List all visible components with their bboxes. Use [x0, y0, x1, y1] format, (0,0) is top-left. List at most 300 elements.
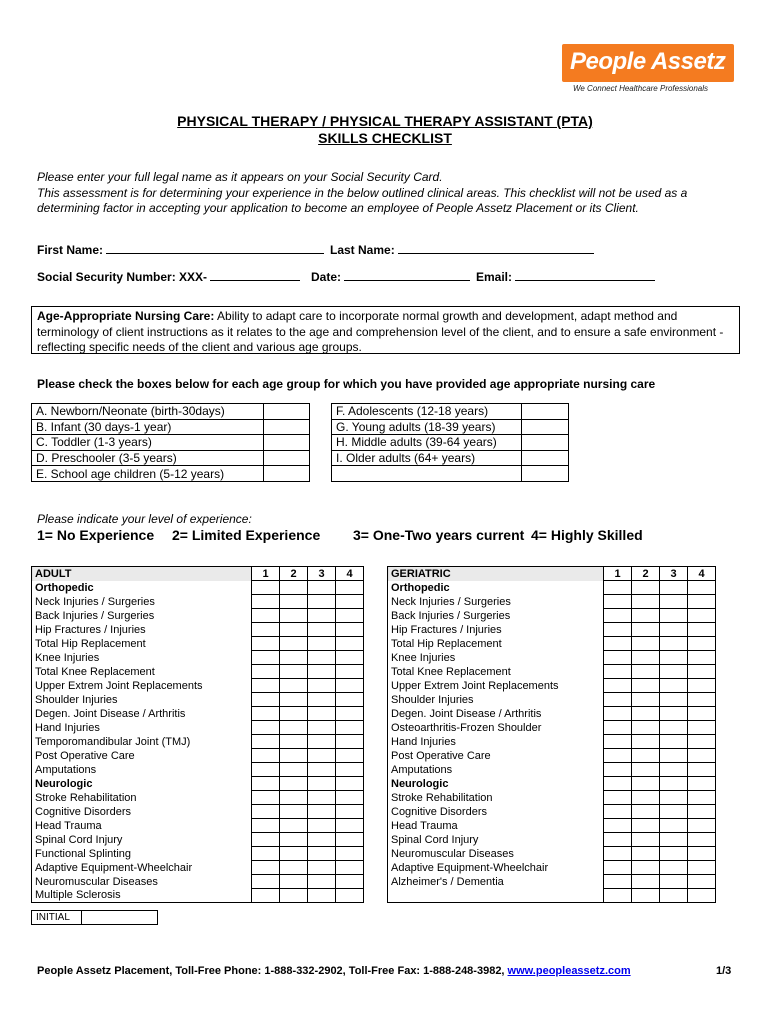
age-group-row [32, 435, 310, 451]
rating-cell-3[interactable] [308, 651, 336, 665]
rating-cell-3[interactable] [308, 875, 336, 889]
rating-cell-4[interactable] [688, 791, 716, 805]
rating-cell-4[interactable] [688, 875, 716, 889]
rating-cell-1[interactable] [604, 805, 632, 819]
page-number: 1/3 [716, 965, 732, 977]
skill-label: Cognitive Disorders [388, 805, 604, 819]
rating-cell-4[interactable] [336, 665, 364, 679]
rating-cell-4[interactable] [336, 707, 364, 721]
age-group-checkbox-left-4[interactable] [264, 466, 310, 482]
ssn-label: Social Security Number: XXX- [37, 270, 208, 284]
rating-cell-3[interactable] [660, 847, 688, 861]
rating-cell-4[interactable] [688, 679, 716, 693]
skill-label: Temporomandibular Joint (TMJ) [32, 735, 252, 749]
rating-cell-2[interactable] [280, 595, 308, 609]
date-line[interactable] [344, 269, 470, 281]
rating-cell-4[interactable] [688, 721, 716, 735]
skill-label: Stroke Rehabilitation [388, 791, 604, 805]
rating-cell-1[interactable] [252, 581, 280, 595]
skill-row [388, 791, 716, 805]
rating-cell-2[interactable] [632, 693, 660, 707]
adult-header-row [32, 567, 364, 581]
rating-cell-2[interactable] [632, 861, 660, 875]
rating-cell-4[interactable] [336, 791, 364, 805]
rating-cell-1[interactable] [604, 665, 632, 679]
rating-cell-2[interactable] [632, 623, 660, 637]
skill-label: Post Operative Care [32, 749, 252, 763]
rating-cell-3[interactable] [660, 707, 688, 721]
rating-cell-1[interactable] [252, 623, 280, 637]
rating-cell-2[interactable] [280, 721, 308, 735]
rating-cell-1[interactable] [252, 693, 280, 707]
rating-cell-4[interactable] [688, 651, 716, 665]
rating-cell-2[interactable] [632, 889, 660, 903]
rating-cell-2[interactable] [632, 749, 660, 763]
rating-cell-2[interactable] [280, 735, 308, 749]
rating-cell-4[interactable] [336, 819, 364, 833]
skill-row [388, 833, 716, 847]
rating-cell-2[interactable] [632, 735, 660, 749]
rating-cell-2[interactable] [632, 609, 660, 623]
rating-cell-3[interactable] [308, 749, 336, 763]
rating-cell-4[interactable] [688, 805, 716, 819]
age-care-text: Ability to adapt care to incorporate normal growth and development, adapt method and terminology of client instructions as it relates to the age and comprehension level of the client, and to ensure a safe environment - reflecting specific needs of the client and various age groups. [37, 309, 724, 354]
skill-row [32, 693, 364, 707]
rating-cell-2[interactable] [280, 805, 308, 819]
skill-row [32, 721, 364, 735]
rating-cell-2[interactable] [632, 707, 660, 721]
rating-cell-1[interactable] [604, 623, 632, 637]
rating-cell-1[interactable] [604, 763, 632, 777]
rating-cell-4[interactable] [688, 749, 716, 763]
rating-cell-1[interactable] [604, 875, 632, 889]
rating-cell-2[interactable] [632, 763, 660, 777]
rating-cell-2[interactable] [632, 665, 660, 679]
rating-cell-2[interactable] [632, 833, 660, 847]
skill-row [388, 679, 716, 693]
first-name-field[interactable] [37, 242, 324, 257]
rating-cell-3[interactable] [660, 749, 688, 763]
rating-cell-1[interactable] [604, 791, 632, 805]
rating-cell-4[interactable] [336, 777, 364, 791]
rating-cell-4[interactable] [336, 847, 364, 861]
intro-line-2: This assessment is for determining your experience in the below outlined clinical areas. This checklist will not be used as a determining factor in accepting your application to become an employee of People Assetz Placement or its Client. [37, 185, 688, 215]
rating-cell-3[interactable] [308, 679, 336, 693]
rating-cell-3[interactable] [660, 693, 688, 707]
rating-cell-2[interactable] [280, 623, 308, 637]
skill-label: Knee Injuries [388, 651, 604, 665]
level-column-header: 2 [280, 567, 308, 581]
skill-row [32, 637, 364, 651]
rating-cell-2[interactable] [280, 749, 308, 763]
rating-cell-2[interactable] [280, 665, 308, 679]
rating-cell-4[interactable] [688, 609, 716, 623]
skill-row [388, 861, 716, 875]
rating-cell-4[interactable] [336, 749, 364, 763]
rating-cell-1[interactable] [604, 707, 632, 721]
skill-row [32, 749, 364, 763]
rating-cell-2[interactable] [280, 875, 308, 889]
age-group-label: H. Middle adults (39-64 years) [332, 435, 522, 451]
rating-cell-2[interactable] [632, 819, 660, 833]
rating-cell-4[interactable] [336, 637, 364, 651]
rating-cell-3[interactable] [308, 721, 336, 735]
rating-cell-3[interactable] [660, 623, 688, 637]
age-group-row [332, 404, 569, 420]
rating-cell-2[interactable] [280, 763, 308, 777]
rating-cell-4[interactable] [688, 693, 716, 707]
email-line[interactable] [515, 269, 655, 281]
rating-cell-1[interactable] [252, 833, 280, 847]
rating-cell-4[interactable] [688, 735, 716, 749]
rating-cell-4[interactable] [688, 777, 716, 791]
age-group-table-left [31, 403, 310, 482]
rating-cell-3[interactable] [660, 595, 688, 609]
rating-cell-1[interactable] [252, 847, 280, 861]
intro-line-1: Please enter your full legal name as it appears on your Social Security Card. [37, 170, 443, 184]
rating-cell-3[interactable] [308, 735, 336, 749]
rating-cell-4[interactable] [688, 595, 716, 609]
rating-cell-3[interactable] [660, 889, 688, 903]
skill-category: Orthopedic [388, 581, 604, 595]
level-column-header: 4 [688, 567, 716, 581]
initial-input[interactable] [82, 911, 158, 925]
rating-cell-1[interactable] [252, 595, 280, 609]
rating-cell-1[interactable] [604, 595, 632, 609]
rating-cell-2[interactable] [632, 679, 660, 693]
first-name-label: First Name: [37, 243, 104, 257]
geriatric-skills-table [387, 566, 716, 903]
rating-cell-3[interactable] [308, 595, 336, 609]
skill-row [32, 595, 364, 609]
rating-cell-1[interactable] [252, 651, 280, 665]
rating-cell-2[interactable] [632, 721, 660, 735]
skill-row [388, 763, 716, 777]
rating-cell-1[interactable] [604, 819, 632, 833]
rating-cell-3[interactable] [660, 875, 688, 889]
adult-skills-table [31, 566, 364, 903]
skill-row [388, 651, 716, 665]
rating-cell-3[interactable] [308, 861, 336, 875]
age-group-checkbox-right-1[interactable] [522, 419, 569, 435]
rating-cell-2[interactable] [280, 833, 308, 847]
skill-row [388, 721, 716, 735]
rating-cell-1[interactable] [252, 791, 280, 805]
rating-cell-3[interactable] [308, 623, 336, 637]
rating-cell-3[interactable] [660, 791, 688, 805]
rating-cell-1[interactable] [252, 889, 280, 903]
rating-cell-4[interactable] [336, 721, 364, 735]
rating-cell-3[interactable] [308, 707, 336, 721]
age-group-checkbox-left-1[interactable] [264, 419, 310, 435]
rating-cell-1[interactable] [604, 777, 632, 791]
skill-row [32, 889, 364, 903]
email-field[interactable] [476, 269, 655, 284]
rating-cell-2[interactable] [280, 889, 308, 903]
skill-label: Post Operative Care [388, 749, 604, 763]
page-title: PHYSICAL THERAPY / PHYSICAL THERAPY ASSISTANT (PTA) [177, 113, 593, 129]
rating-cell-3[interactable] [308, 847, 336, 861]
skill-row [388, 777, 716, 791]
rating-cell-2[interactable] [280, 819, 308, 833]
skill-row [32, 833, 364, 847]
rating-cell-1[interactable] [604, 749, 632, 763]
rating-cell-2[interactable] [632, 777, 660, 791]
ssn-field[interactable] [37, 269, 300, 284]
rating-cell-3[interactable] [308, 819, 336, 833]
rating-cell-1[interactable] [604, 861, 632, 875]
rating-cell-2[interactable] [280, 679, 308, 693]
rating-cell-2[interactable] [280, 791, 308, 805]
level-3-legend: 3= One-Two years current [353, 527, 525, 543]
rating-cell-1[interactable] [252, 777, 280, 791]
rating-cell-3[interactable] [660, 637, 688, 651]
rating-cell-1[interactable] [252, 707, 280, 721]
skill-row [32, 665, 364, 679]
rating-cell-4[interactable] [688, 665, 716, 679]
rating-cell-2[interactable] [280, 637, 308, 651]
rating-cell-1[interactable] [604, 679, 632, 693]
skill-label: Adaptive Equipment-Wheelchair [388, 861, 604, 875]
skill-category: Neurologic [32, 777, 252, 791]
skill-row [388, 749, 716, 763]
rating-cell-3[interactable] [660, 679, 688, 693]
rating-cell-4[interactable] [336, 735, 364, 749]
rating-cell-4[interactable] [688, 623, 716, 637]
age-group-checkbox-left-3[interactable] [264, 450, 310, 466]
rating-cell-4[interactable] [336, 875, 364, 889]
rating-cell-2[interactable] [280, 707, 308, 721]
date-field[interactable] [311, 269, 470, 284]
rating-cell-4[interactable] [688, 889, 716, 903]
rating-cell-4[interactable] [336, 595, 364, 609]
rating-cell-3[interactable] [308, 693, 336, 707]
website-link[interactable]: www.peopleassetz.com [507, 965, 631, 977]
rating-cell-4[interactable] [688, 819, 716, 833]
age-group-row [332, 435, 569, 451]
first-name-line[interactable] [106, 242, 324, 254]
experience-intro: Please indicate your level of experience: [37, 512, 252, 526]
age-group-label: C. Toddler (1-3 years) [32, 435, 264, 451]
rating-cell-3[interactable] [308, 777, 336, 791]
rating-cell-1[interactable] [604, 637, 632, 651]
skill-row [32, 805, 364, 819]
rating-cell-3[interactable] [660, 721, 688, 735]
rating-cell-3[interactable] [308, 889, 336, 903]
skill-row [32, 651, 364, 665]
rating-cell-1[interactable] [604, 721, 632, 735]
footer [37, 965, 631, 977]
age-group-table-right [331, 403, 569, 482]
rating-cell-1[interactable] [604, 833, 632, 847]
rating-cell-3[interactable] [308, 665, 336, 679]
age-group-row [332, 466, 569, 482]
skill-label: Upper Extrem Joint Replacements [32, 679, 252, 693]
last-name-field[interactable] [330, 242, 594, 257]
skill-label: Total Hip Replacement [32, 637, 252, 651]
rating-cell-3[interactable] [308, 609, 336, 623]
rating-cell-3[interactable] [660, 763, 688, 777]
skill-row [32, 861, 364, 875]
rating-cell-4[interactable] [336, 889, 364, 903]
age-group-label: E. School age children (5-12 years) [32, 466, 264, 482]
skill-label: Multiple Sclerosis [32, 889, 252, 903]
ssn-line[interactable] [210, 269, 300, 281]
skill-label: Neuromuscular Diseases [32, 875, 252, 889]
skill-label: Total Knee Replacement [388, 665, 604, 679]
rating-cell-4[interactable] [336, 581, 364, 595]
skill-row [32, 735, 364, 749]
rating-cell-2[interactable] [280, 693, 308, 707]
rating-cell-3[interactable] [660, 651, 688, 665]
rating-cell-2[interactable] [632, 847, 660, 861]
rating-cell-3[interactable] [308, 637, 336, 651]
rating-cell-2[interactable] [632, 875, 660, 889]
skill-label: Cognitive Disorders [32, 805, 252, 819]
rating-cell-4[interactable] [688, 833, 716, 847]
skill-row [388, 875, 716, 889]
age-group-row [32, 404, 310, 420]
skill-row [32, 707, 364, 721]
skill-row [388, 707, 716, 721]
rating-cell-3[interactable] [308, 833, 336, 847]
rating-cell-3[interactable] [660, 861, 688, 875]
rating-cell-4[interactable] [336, 763, 364, 777]
level-column-header: 3 [660, 567, 688, 581]
skill-label: Knee Injuries [32, 651, 252, 665]
rating-cell-1[interactable] [252, 609, 280, 623]
age-care-label: Age-Appropriate Nursing Care: [37, 309, 215, 323]
rating-cell-2[interactable] [280, 861, 308, 875]
rating-cell-1[interactable] [604, 889, 632, 903]
rating-cell-4[interactable] [336, 679, 364, 693]
skill-label: Total Hip Replacement [388, 637, 604, 651]
rating-cell-2[interactable] [632, 805, 660, 819]
rating-cell-4[interactable] [688, 861, 716, 875]
rating-cell-1[interactable] [252, 763, 280, 777]
rating-cell-1[interactable] [252, 735, 280, 749]
age-care-box [31, 306, 740, 354]
last-name-line[interactable] [398, 242, 594, 254]
rating-cell-1[interactable] [252, 805, 280, 819]
rating-cell-1[interactable] [604, 735, 632, 749]
skill-row [388, 819, 716, 833]
skill-label: Head Trauma [32, 819, 252, 833]
age-group-row [332, 419, 569, 435]
age-group-instruction: Please check the boxes below for each age group for which you have provided age appropriate nursing care [37, 377, 656, 391]
rating-cell-1[interactable] [252, 721, 280, 735]
rating-cell-3[interactable] [660, 609, 688, 623]
skill-row [388, 693, 716, 707]
rating-cell-3[interactable] [660, 805, 688, 819]
rating-cell-2[interactable] [280, 651, 308, 665]
rating-cell-2[interactable] [280, 609, 308, 623]
rating-cell-3[interactable] [660, 819, 688, 833]
rating-cell-2[interactable] [280, 777, 308, 791]
rating-cell-3[interactable] [660, 833, 688, 847]
rating-cell-1[interactable] [604, 581, 632, 595]
level-column-header: 1 [252, 567, 280, 581]
rating-cell-2[interactable] [280, 581, 308, 595]
rating-cell-4[interactable] [688, 581, 716, 595]
rating-cell-1[interactable] [252, 679, 280, 693]
rating-cell-2[interactable] [280, 847, 308, 861]
rating-cell-3[interactable] [308, 581, 336, 595]
rating-cell-3[interactable] [660, 777, 688, 791]
rating-cell-1[interactable] [252, 875, 280, 889]
skill-label: Spinal Cord Injury [32, 833, 252, 847]
rating-cell-4[interactable] [336, 833, 364, 847]
age-group-checkbox-right-3[interactable] [522, 450, 569, 466]
rating-cell-1[interactable] [252, 861, 280, 875]
rating-cell-2[interactable] [632, 651, 660, 665]
rating-cell-1[interactable] [252, 819, 280, 833]
rating-cell-2[interactable] [632, 637, 660, 651]
skill-label: Hip Fractures / Injuries [388, 623, 604, 637]
rating-cell-1[interactable] [604, 693, 632, 707]
rating-cell-4[interactable] [336, 609, 364, 623]
rating-cell-1[interactable] [252, 637, 280, 651]
rating-cell-1[interactable] [604, 651, 632, 665]
initial-label: INITIAL [32, 911, 82, 925]
skill-row [32, 847, 364, 861]
skill-label: Shoulder Injuries [388, 693, 604, 707]
geriatric-header: GERIATRIC [388, 567, 604, 581]
skill-row [388, 847, 716, 861]
rating-cell-1[interactable] [604, 847, 632, 861]
rating-cell-3[interactable] [660, 581, 688, 595]
skill-row [388, 665, 716, 679]
skill-label: Osteoarthritis-Frozen Shoulder [388, 721, 604, 735]
rating-cell-4[interactable] [688, 637, 716, 651]
email-label: Email: [476, 270, 513, 284]
rating-cell-1[interactable] [252, 665, 280, 679]
age-group-checkbox-right-4[interactable] [522, 466, 569, 482]
date-label: Date: [311, 270, 342, 284]
rating-cell-1[interactable] [604, 609, 632, 623]
skill-label: Back Injuries / Surgeries [388, 609, 604, 623]
rating-cell-2[interactable] [632, 581, 660, 595]
skill-label: Shoulder Injuries [32, 693, 252, 707]
age-group-checkbox-right-0[interactable] [522, 404, 569, 420]
rating-cell-3[interactable] [660, 665, 688, 679]
rating-cell-4[interactable] [336, 623, 364, 637]
rating-cell-1[interactable] [252, 749, 280, 763]
skill-row [388, 623, 716, 637]
rating-cell-4[interactable] [336, 861, 364, 875]
age-group-checkbox-right-2[interactable] [522, 435, 569, 451]
rating-cell-3[interactable] [308, 805, 336, 819]
age-group-checkbox-left-2[interactable] [264, 435, 310, 451]
rating-cell-4[interactable] [336, 805, 364, 819]
rating-cell-2[interactable] [632, 595, 660, 609]
rating-cell-3[interactable] [308, 791, 336, 805]
skill-label: Head Trauma [388, 819, 604, 833]
rating-cell-3[interactable] [308, 763, 336, 777]
rating-cell-4[interactable] [688, 847, 716, 861]
rating-cell-4[interactable] [688, 763, 716, 777]
rating-cell-2[interactable] [632, 791, 660, 805]
skill-label: Amputations [388, 763, 604, 777]
level-2-legend: 2= Limited Experience [172, 527, 321, 543]
rating-cell-4[interactable] [336, 693, 364, 707]
skill-label: Hand Injuries [388, 735, 604, 749]
rating-cell-3[interactable] [660, 735, 688, 749]
age-group-checkbox-left-0[interactable] [264, 404, 310, 420]
skill-label: Upper Extrem Joint Replacements [388, 679, 604, 693]
rating-cell-4[interactable] [336, 651, 364, 665]
rating-cell-4[interactable] [688, 707, 716, 721]
